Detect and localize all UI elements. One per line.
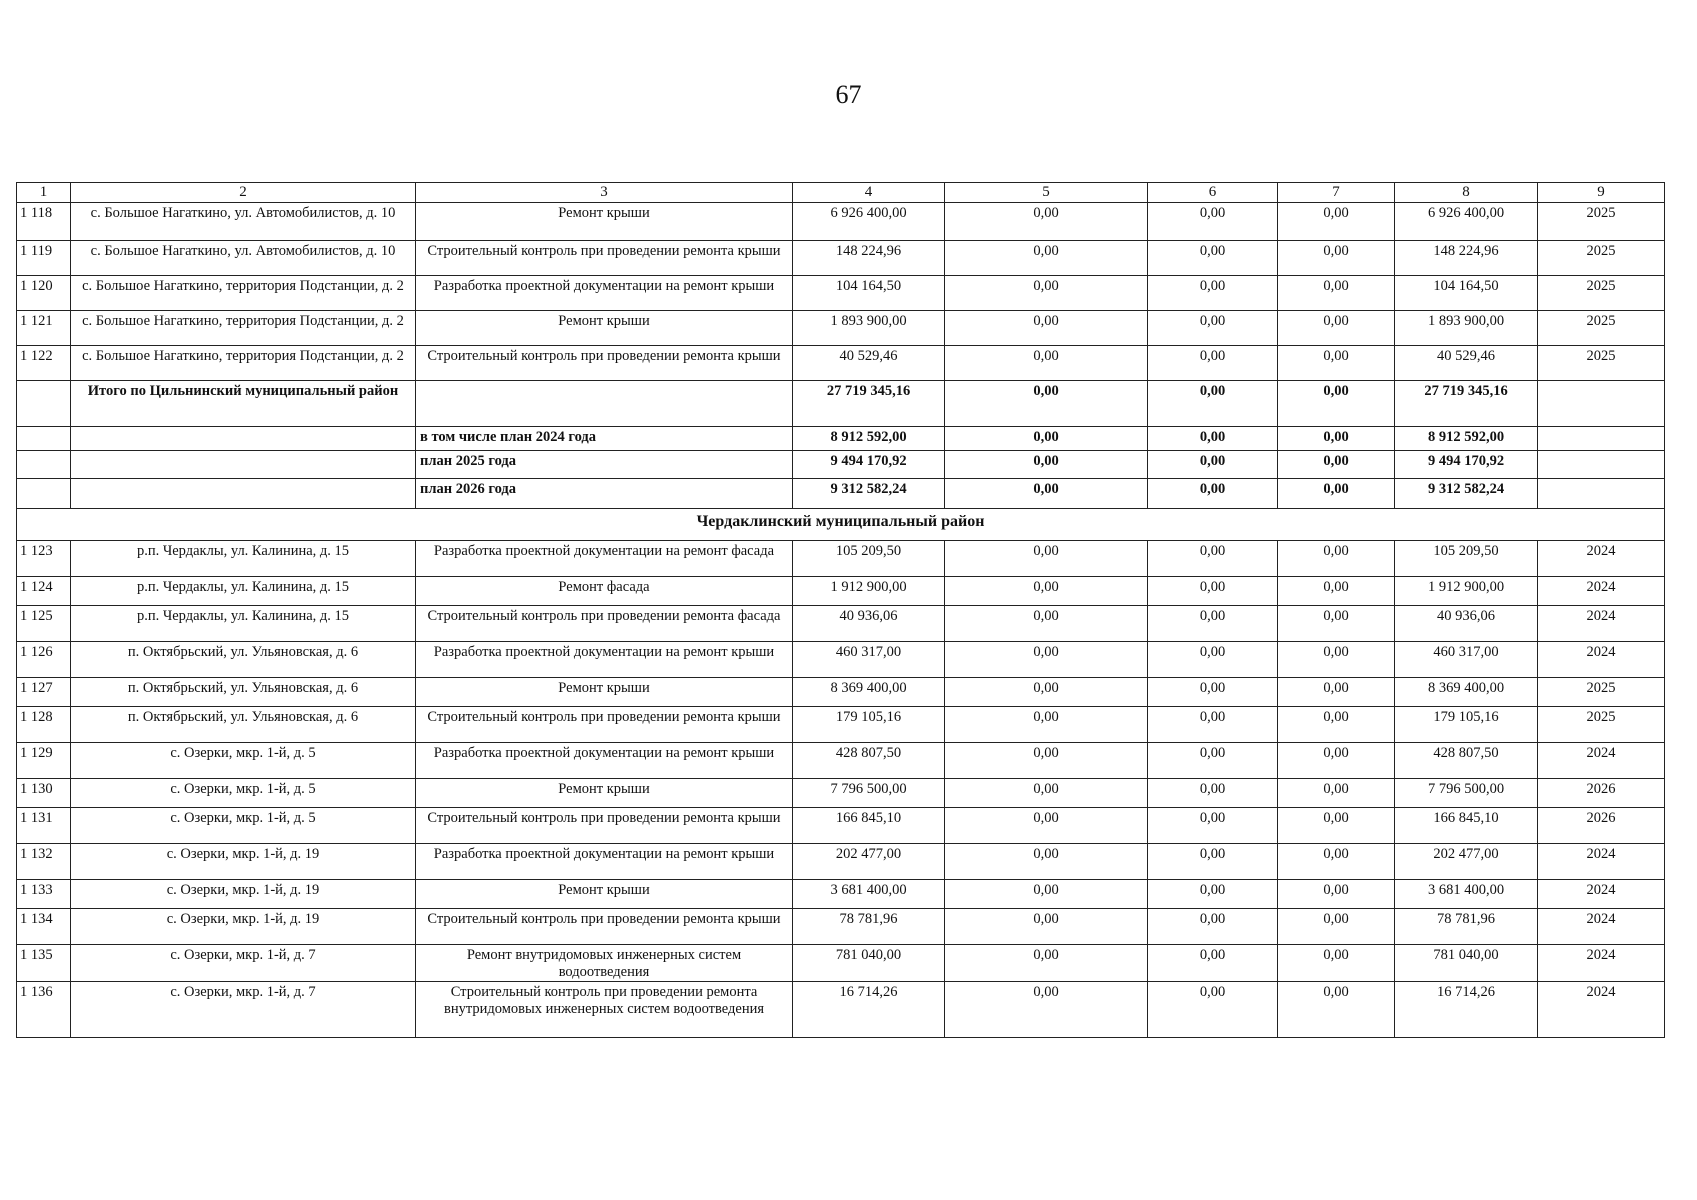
row-number-cell: 1 129: [17, 743, 71, 779]
address-cell: р.п. Чердаклы, ул. Калинина, д. 15: [71, 606, 416, 642]
col7-cell: 0,00: [1278, 880, 1395, 909]
col5-cell: 0,00: [945, 707, 1148, 743]
total-cost-cell: 40 529,46: [793, 346, 945, 381]
col5-cell: 0,00: [945, 880, 1148, 909]
col5-cell: 0,00: [945, 427, 1148, 451]
col8-cell: 428 807,50: [1395, 743, 1538, 779]
col5-cell: 0,00: [945, 743, 1148, 779]
year-cell: [1538, 427, 1665, 451]
year-cell: [1538, 451, 1665, 479]
col7-cell: 0,00: [1278, 909, 1395, 945]
col6-cell: 0,00: [1148, 945, 1278, 982]
total-cost-cell: 1 912 900,00: [793, 577, 945, 606]
column-number-header: [17, 183, 1665, 203]
year-cell: [1538, 381, 1665, 427]
col7-cell: 0,00: [1278, 982, 1395, 1038]
header-cell: 7: [1278, 183, 1395, 203]
table-row: [17, 743, 1665, 779]
year-cell: 2025: [1538, 276, 1665, 311]
total-cost-cell: 148 224,96: [793, 241, 945, 276]
header-cell: 3: [416, 183, 793, 203]
work-type-cell: Ремонт крыши: [416, 311, 793, 346]
col7-cell: 0,00: [1278, 707, 1395, 743]
col6-cell: 0,00: [1148, 707, 1278, 743]
row-number-cell: 1 130: [17, 779, 71, 808]
year-cell: 2024: [1538, 909, 1665, 945]
total-cost-cell: 166 845,10: [793, 808, 945, 844]
col5-cell: 0,00: [945, 381, 1148, 427]
total-cost-cell: 6 926 400,00: [793, 203, 945, 241]
table-row: [17, 346, 1665, 381]
year-cell: 2024: [1538, 844, 1665, 880]
col5-cell: 0,00: [945, 479, 1148, 509]
col6-cell: 0,00: [1148, 606, 1278, 642]
total-cost-cell: 78 781,96: [793, 909, 945, 945]
col6-cell: 0,00: [1148, 779, 1278, 808]
row-number-cell: 1 126: [17, 642, 71, 678]
table-row: [17, 707, 1665, 743]
table-row: [17, 276, 1665, 311]
col7-cell: 0,00: [1278, 844, 1395, 880]
work-type-cell: Строительный контроль при проведении ремонта фасада: [416, 606, 793, 642]
work-type-cell: Ремонт крыши: [416, 203, 793, 241]
total-cost-cell: 104 164,50: [793, 276, 945, 311]
row-number-cell: 1 135: [17, 945, 71, 982]
year-cell: [1538, 479, 1665, 509]
row-number-cell: [17, 427, 71, 451]
year-cell: 2025: [1538, 203, 1665, 241]
col7-cell: 0,00: [1278, 311, 1395, 346]
work-type-cell: Разработка проектной документации на ремонт крыши: [416, 743, 793, 779]
year-cell: 2024: [1538, 880, 1665, 909]
header-cell: 5: [945, 183, 1148, 203]
table-row: [17, 982, 1665, 1038]
col7-cell: 0,00: [1278, 743, 1395, 779]
work-type-cell: Ремонт фасада: [416, 577, 793, 606]
total-row: [17, 479, 1665, 509]
year-cell: 2025: [1538, 678, 1665, 707]
repair-plan-table: [16, 182, 1665, 1038]
header-cell: 8: [1395, 183, 1538, 203]
address-cell: [71, 479, 416, 509]
address-cell: с. Озерки, мкр. 1-й, д. 5: [71, 743, 416, 779]
total-cost-cell: 8 369 400,00: [793, 678, 945, 707]
col5-cell: 0,00: [945, 678, 1148, 707]
col5-cell: 0,00: [945, 346, 1148, 381]
total-cost-cell: 16 714,26: [793, 982, 945, 1038]
col8-cell: 16 714,26: [1395, 982, 1538, 1038]
page-number: 67: [835, 80, 862, 109]
col6-cell: 0,00: [1148, 909, 1278, 945]
table-row: [17, 945, 1665, 982]
work-type-cell: Разработка проектной документации на ремонт крыши: [416, 276, 793, 311]
address-cell: с. Озерки, мкр. 1-й, д. 19: [71, 844, 416, 880]
col6-cell: 0,00: [1148, 381, 1278, 427]
col8-cell: 166 845,10: [1395, 808, 1538, 844]
table-row: [17, 779, 1665, 808]
row-number-cell: 1 127: [17, 678, 71, 707]
work-type-cell: Строительный контроль при проведении ремонта крыши: [416, 808, 793, 844]
header-cell: 9: [1538, 183, 1665, 203]
work-type-cell: Ремонт внутридомовых инженерных систем водоотведения: [416, 945, 793, 982]
total-cost-cell: 3 681 400,00: [793, 880, 945, 909]
col5-cell: 0,00: [945, 642, 1148, 678]
col6-cell: 0,00: [1148, 241, 1278, 276]
row-number-cell: 1 123: [17, 541, 71, 577]
year-cell: 2024: [1538, 982, 1665, 1038]
table-row: [17, 880, 1665, 909]
address-cell: с. Большое Нагаткино, территория Подстанции, д. 2: [71, 311, 416, 346]
row-number-cell: [17, 451, 71, 479]
work-type-cell: Строительный контроль при проведении ремонта крыши: [416, 346, 793, 381]
col5-cell: 0,00: [945, 606, 1148, 642]
address-cell: п. Октябрьский, ул. Ульяновская, д. 6: [71, 678, 416, 707]
row-number-cell: 1 118: [17, 203, 71, 241]
col7-cell: 0,00: [1278, 479, 1395, 509]
work-type-cell: Ремонт крыши: [416, 678, 793, 707]
col6-cell: 0,00: [1148, 203, 1278, 241]
col6-cell: 0,00: [1148, 451, 1278, 479]
col7-cell: 0,00: [1278, 203, 1395, 241]
header-cell: 6: [1148, 183, 1278, 203]
address-cell: р.п. Чердаклы, ул. Калинина, д. 15: [71, 541, 416, 577]
address-cell: п. Октябрьский, ул. Ульяновская, д. 6: [71, 707, 416, 743]
section-title: Чердаклинский муниципальный район: [17, 509, 1665, 541]
row-number-cell: 1 122: [17, 346, 71, 381]
address-cell: Итого по Цильнинский муниципальный район: [71, 381, 416, 427]
col7-cell: 0,00: [1278, 541, 1395, 577]
work-type-cell: [416, 381, 793, 427]
address-cell: с. Озерки, мкр. 1-й, д. 19: [71, 909, 416, 945]
table-row: [17, 808, 1665, 844]
total-cost-cell: 27 719 345,16: [793, 381, 945, 427]
year-cell: 2024: [1538, 945, 1665, 982]
col5-cell: 0,00: [945, 203, 1148, 241]
col6-cell: 0,00: [1148, 880, 1278, 909]
year-cell: 2024: [1538, 743, 1665, 779]
col8-cell: 460 317,00: [1395, 642, 1538, 678]
year-cell: 2025: [1538, 311, 1665, 346]
year-cell: 2025: [1538, 241, 1665, 276]
col6-cell: 0,00: [1148, 844, 1278, 880]
col6-cell: 0,00: [1148, 743, 1278, 779]
col5-cell: 0,00: [945, 808, 1148, 844]
table-row: [17, 203, 1665, 241]
table-row: [17, 844, 1665, 880]
col8-cell: 9 494 170,92: [1395, 451, 1538, 479]
col6-cell: 0,00: [1148, 479, 1278, 509]
col8-cell: 179 105,16: [1395, 707, 1538, 743]
address-cell: с. Озерки, мкр. 1-й, д. 19: [71, 880, 416, 909]
row-number-cell: 1 136: [17, 982, 71, 1038]
work-type-cell: Разработка проектной документации на ремонт фасада: [416, 541, 793, 577]
col5-cell: 0,00: [945, 241, 1148, 276]
col5-cell: 0,00: [945, 451, 1148, 479]
work-type-cell: план 2025 года: [416, 451, 793, 479]
col6-cell: 0,00: [1148, 346, 1278, 381]
work-type-cell: Строительный контроль при проведении ремонта крыши: [416, 707, 793, 743]
work-type-cell: Строительный контроль при проведении ремонта крыши: [416, 909, 793, 945]
year-cell: 2024: [1538, 577, 1665, 606]
col6-cell: 0,00: [1148, 982, 1278, 1038]
row-number-cell: 1 132: [17, 844, 71, 880]
address-cell: [71, 451, 416, 479]
col5-cell: 0,00: [945, 982, 1148, 1038]
col8-cell: 9 312 582,24: [1395, 479, 1538, 509]
total-cost-cell: 179 105,16: [793, 707, 945, 743]
col8-cell: 202 477,00: [1395, 844, 1538, 880]
work-type-cell: Ремонт крыши: [416, 880, 793, 909]
total-cost-cell: 781 040,00: [793, 945, 945, 982]
col7-cell: 0,00: [1278, 241, 1395, 276]
col8-cell: 8 369 400,00: [1395, 678, 1538, 707]
col8-cell: 1 912 900,00: [1395, 577, 1538, 606]
total-cost-cell: 40 936,06: [793, 606, 945, 642]
total-cost-cell: 105 209,50: [793, 541, 945, 577]
col5-cell: 0,00: [945, 945, 1148, 982]
col5-cell: 0,00: [945, 577, 1148, 606]
total-cost-cell: 9 494 170,92: [793, 451, 945, 479]
table-row: [17, 678, 1665, 707]
work-type-cell: Строительный контроль при проведении ремонта крыши: [416, 241, 793, 276]
col5-cell: 0,00: [945, 276, 1148, 311]
address-cell: с. Озерки, мкр. 1-й, д. 7: [71, 982, 416, 1038]
year-cell: 2024: [1538, 606, 1665, 642]
work-type-cell: план 2026 года: [416, 479, 793, 509]
address-cell: с. Большое Нагаткино, ул. Автомобилистов, д. 10: [71, 241, 416, 276]
table-body: [17, 183, 1665, 1038]
year-cell: 2026: [1538, 808, 1665, 844]
col7-cell: 0,00: [1278, 945, 1395, 982]
col8-cell: 6 926 400,00: [1395, 203, 1538, 241]
address-cell: р.п. Чердаклы, ул. Калинина, д. 15: [71, 577, 416, 606]
col8-cell: 3 681 400,00: [1395, 880, 1538, 909]
col7-cell: 0,00: [1278, 606, 1395, 642]
col6-cell: 0,00: [1148, 678, 1278, 707]
col8-cell: 7 796 500,00: [1395, 779, 1538, 808]
address-cell: с. Озерки, мкр. 1-й, д. 5: [71, 779, 416, 808]
col5-cell: 0,00: [945, 844, 1148, 880]
row-number-cell: [17, 479, 71, 509]
col6-cell: 0,00: [1148, 311, 1278, 346]
table-row: [17, 577, 1665, 606]
address-cell: п. Октябрьский, ул. Ульяновская, д. 6: [71, 642, 416, 678]
address-cell: с. Озерки, мкр. 1-й, д. 5: [71, 808, 416, 844]
row-number-cell: 1 128: [17, 707, 71, 743]
col7-cell: 0,00: [1278, 346, 1395, 381]
total-row: [17, 381, 1665, 427]
header-cell: 2: [71, 183, 416, 203]
col6-cell: 0,00: [1148, 808, 1278, 844]
row-number-cell: 1 134: [17, 909, 71, 945]
col6-cell: 0,00: [1148, 427, 1278, 451]
col8-cell: 104 164,50: [1395, 276, 1538, 311]
row-number-cell: 1 125: [17, 606, 71, 642]
work-type-cell: Разработка проектной документации на ремонт крыши: [416, 642, 793, 678]
col8-cell: 1 893 900,00: [1395, 311, 1538, 346]
address-cell: с. Большое Нагаткино, ул. Автомобилистов, д. 10: [71, 203, 416, 241]
year-cell: 2025: [1538, 346, 1665, 381]
row-number-cell: 1 124: [17, 577, 71, 606]
year-cell: 2025: [1538, 707, 1665, 743]
col5-cell: 0,00: [945, 909, 1148, 945]
work-type-cell: в том числе план 2024 года: [416, 427, 793, 451]
col7-cell: 0,00: [1278, 678, 1395, 707]
work-type-cell: Строительный контроль при проведении ремонта внутридомовых инженерных систем водоотведения: [416, 982, 793, 1038]
col8-cell: 78 781,96: [1395, 909, 1538, 945]
year-cell: 2024: [1538, 541, 1665, 577]
col8-cell: 148 224,96: [1395, 241, 1538, 276]
address-cell: с. Большое Нагаткино, территория Подстанции, д. 2: [71, 346, 416, 381]
table-row: [17, 541, 1665, 577]
col6-cell: 0,00: [1148, 276, 1278, 311]
year-cell: 2026: [1538, 779, 1665, 808]
col8-cell: 27 719 345,16: [1395, 381, 1538, 427]
table-row: [17, 241, 1665, 276]
row-number-cell: 1 121: [17, 311, 71, 346]
row-number-cell: 1 120: [17, 276, 71, 311]
work-type-cell: Ремонт крыши: [416, 779, 793, 808]
row-number-cell: 1 119: [17, 241, 71, 276]
col6-cell: 0,00: [1148, 577, 1278, 606]
row-number-cell: 1 133: [17, 880, 71, 909]
year-cell: 2024: [1538, 642, 1665, 678]
col8-cell: 8 912 592,00: [1395, 427, 1538, 451]
address-cell: [71, 427, 416, 451]
col8-cell: 40 936,06: [1395, 606, 1538, 642]
total-cost-cell: 460 317,00: [793, 642, 945, 678]
total-cost-cell: 428 807,50: [793, 743, 945, 779]
table-row: [17, 311, 1665, 346]
section-row: [17, 509, 1665, 541]
col5-cell: 0,00: [945, 779, 1148, 808]
header-cell: 1: [17, 183, 71, 203]
col7-cell: 0,00: [1278, 451, 1395, 479]
col5-cell: 0,00: [945, 541, 1148, 577]
address-cell: с. Озерки, мкр. 1-й, д. 7: [71, 945, 416, 982]
col7-cell: 0,00: [1278, 808, 1395, 844]
header-cell: 4: [793, 183, 945, 203]
work-type-cell: Разработка проектной документации на ремонт крыши: [416, 844, 793, 880]
row-number-cell: 1 131: [17, 808, 71, 844]
col6-cell: 0,00: [1148, 541, 1278, 577]
table-row: [17, 606, 1665, 642]
total-row: [17, 427, 1665, 451]
col7-cell: 0,00: [1278, 427, 1395, 451]
col5-cell: 0,00: [945, 311, 1148, 346]
col7-cell: 0,00: [1278, 381, 1395, 427]
table-row: [17, 642, 1665, 678]
row-number-cell: [17, 381, 71, 427]
total-cost-cell: 7 796 500,00: [793, 779, 945, 808]
total-cost-cell: 9 312 582,24: [793, 479, 945, 509]
col7-cell: 0,00: [1278, 642, 1395, 678]
col7-cell: 0,00: [1278, 276, 1395, 311]
total-cost-cell: 8 912 592,00: [793, 427, 945, 451]
col8-cell: 781 040,00: [1395, 945, 1538, 982]
col8-cell: 105 209,50: [1395, 541, 1538, 577]
col7-cell: 0,00: [1278, 779, 1395, 808]
total-row: [17, 451, 1665, 479]
table-row: [17, 909, 1665, 945]
address-cell: с. Большое Нагаткино, территория Подстанции, д. 2: [71, 276, 416, 311]
col8-cell: 40 529,46: [1395, 346, 1538, 381]
total-cost-cell: 202 477,00: [793, 844, 945, 880]
col6-cell: 0,00: [1148, 642, 1278, 678]
col7-cell: 0,00: [1278, 577, 1395, 606]
total-cost-cell: 1 893 900,00: [793, 311, 945, 346]
